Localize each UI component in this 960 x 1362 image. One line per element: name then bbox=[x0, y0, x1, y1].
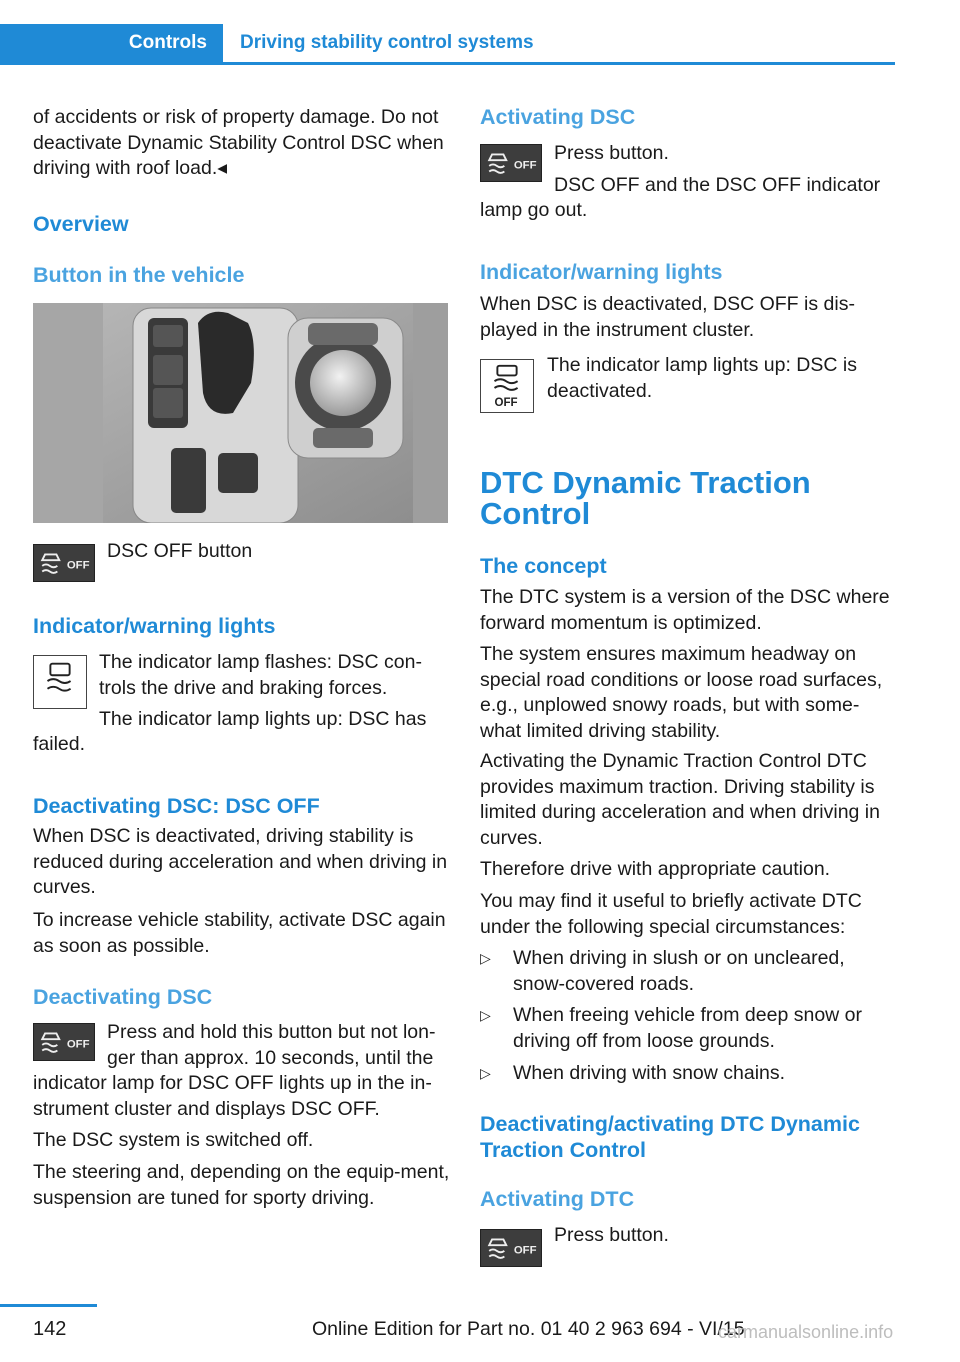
dsc-off-button-icon bbox=[33, 1023, 95, 1061]
dtc-deactivating-heading: Deactivating/activating DTC Dynamic Traction Control bbox=[480, 1112, 860, 1162]
concept-p4: Therefore drive with appropriate caution. bbox=[480, 858, 831, 880]
indicator-displayed-text: When DSC is deactivated, DSC OFF is dis-played in the instrument cluster. bbox=[480, 293, 855, 341]
activating-press-text: Press button. bbox=[554, 142, 669, 164]
concept-heading: The concept bbox=[480, 554, 607, 578]
list-item-text: When driving in slush or on uncleared, snow-covered roads. bbox=[513, 947, 845, 995]
concept-p5: You may find it useful to briefly activate DTC under the following special circumstances: bbox=[480, 890, 862, 938]
steering-tuned-text: The steering and, depending on the equip-ment, suspension are tuned for sporty driving. bbox=[33, 1161, 450, 1209]
dsc-off-label: OFF bbox=[66, 559, 90, 572]
dsc-off-button-icon bbox=[480, 144, 542, 182]
online-edition: Online Edition for Part no. 01 40 2 963 694 - VI/15 bbox=[312, 1318, 745, 1340]
dsc-off-indicator-label: OFF bbox=[494, 397, 518, 410]
list-item-text: When driving with snow chains. bbox=[513, 1062, 786, 1084]
page-number: 142 bbox=[33, 1318, 67, 1340]
indicator-heading-left: Indicator/warning lights bbox=[33, 614, 276, 638]
deactivating-dsc-heading: Deactivating DSC: DSC OFF bbox=[33, 794, 320, 818]
deactivating-dsc-subheading: Deactivating DSC bbox=[33, 985, 213, 1009]
list-item-text: When freeing vehicle from deep snow or driving off from loose grounds. bbox=[513, 1004, 863, 1052]
activating-out-text: DSC OFF and the DSC OFF indicator bbox=[554, 174, 881, 196]
dsc-off-caption: DSC OFF button bbox=[107, 540, 253, 562]
concept-p2: The system ensures maximum headway on special road conditions or loose road surfaces, e.g., unplowed snowy roads, but with some-what limited driving stability. bbox=[480, 643, 883, 742]
section-label: Controls bbox=[128, 32, 207, 53]
concept-p3: Activating the Dynamic Traction Control DTC provides maximum traction. Driving stability is limited during acceleration and when driving in curves. bbox=[480, 750, 880, 849]
activating-dsc-heading: Activating DSC bbox=[480, 105, 636, 129]
dtc-title: DTC Dynamic Traction Control bbox=[480, 465, 811, 531]
console-photo bbox=[33, 303, 448, 523]
dsc-off-indicator-icon bbox=[480, 359, 534, 413]
deactivating-p1: When DSC is deactivated, driving stability is reduced during acceleration and when driving in curves. bbox=[33, 825, 448, 898]
indicator-heading-right: Indicator/warning lights bbox=[480, 260, 723, 284]
dsc-off-label: OFF bbox=[513, 1244, 537, 1257]
section-tab bbox=[0, 24, 223, 62]
dsc-off-label: OFF bbox=[66, 1038, 90, 1051]
deactivating-p2: To increase vehicle stability, activate DSC again as soon as possible. bbox=[33, 909, 446, 957]
indicator-lights-text-2: failed. bbox=[33, 733, 86, 755]
subsection-label: Driving stability control systems bbox=[240, 32, 534, 53]
watermark: carmanualsonline.info bbox=[718, 1322, 894, 1342]
dsc-off-button-icon bbox=[33, 544, 95, 582]
activating-out-text-2: lamp go out. bbox=[480, 199, 588, 221]
concept-p1: The DTC system is a version of the DSC where forward momentum is optimized. bbox=[480, 586, 890, 634]
dsc-indicator-icon bbox=[33, 655, 87, 709]
dsc-off-button-icon bbox=[480, 1229, 542, 1267]
overview-heading: Overview bbox=[33, 212, 129, 236]
bullet-marker: ▷ bbox=[480, 1007, 491, 1023]
button-heading: Button in the vehicle bbox=[33, 263, 245, 287]
dsc-off-label: OFF bbox=[513, 159, 537, 172]
indicator-flash-text: The indicator lamp flashes: DSC con-trols the drive and braking forces. bbox=[99, 651, 422, 699]
dsc-switched-off-text: The DSC system is switched off. bbox=[33, 1129, 314, 1151]
indicator-lights-text: The indicator lamp lights up: DSC has bbox=[99, 708, 427, 730]
indicator-lamp-text: The indicator lamp lights up: DSC is deactivated. bbox=[547, 354, 857, 402]
deactivating-press-text: Press and hold this button but not lon-ger than approx. 10 seconds, until the bbox=[107, 1021, 436, 1069]
activating-dtc-press-text: Press button. bbox=[554, 1224, 669, 1246]
footer-rule bbox=[0, 1304, 97, 1307]
page-header bbox=[0, 24, 895, 65]
activating-dtc-heading: Activating DTC bbox=[480, 1187, 635, 1211]
bullet-marker: ▷ bbox=[480, 950, 491, 966]
bullet-marker: ▷ bbox=[480, 1065, 491, 1081]
deactivating-press-text-2: indicator lamp for DSC OFF lights up in the in-strument cluster and displays DSC OFF. bbox=[33, 1072, 432, 1120]
intro-text: of accidents or risk of property damage. Do not deactivate Dynamic Stability Control DSC when driving with roof load.◂ bbox=[33, 106, 444, 179]
